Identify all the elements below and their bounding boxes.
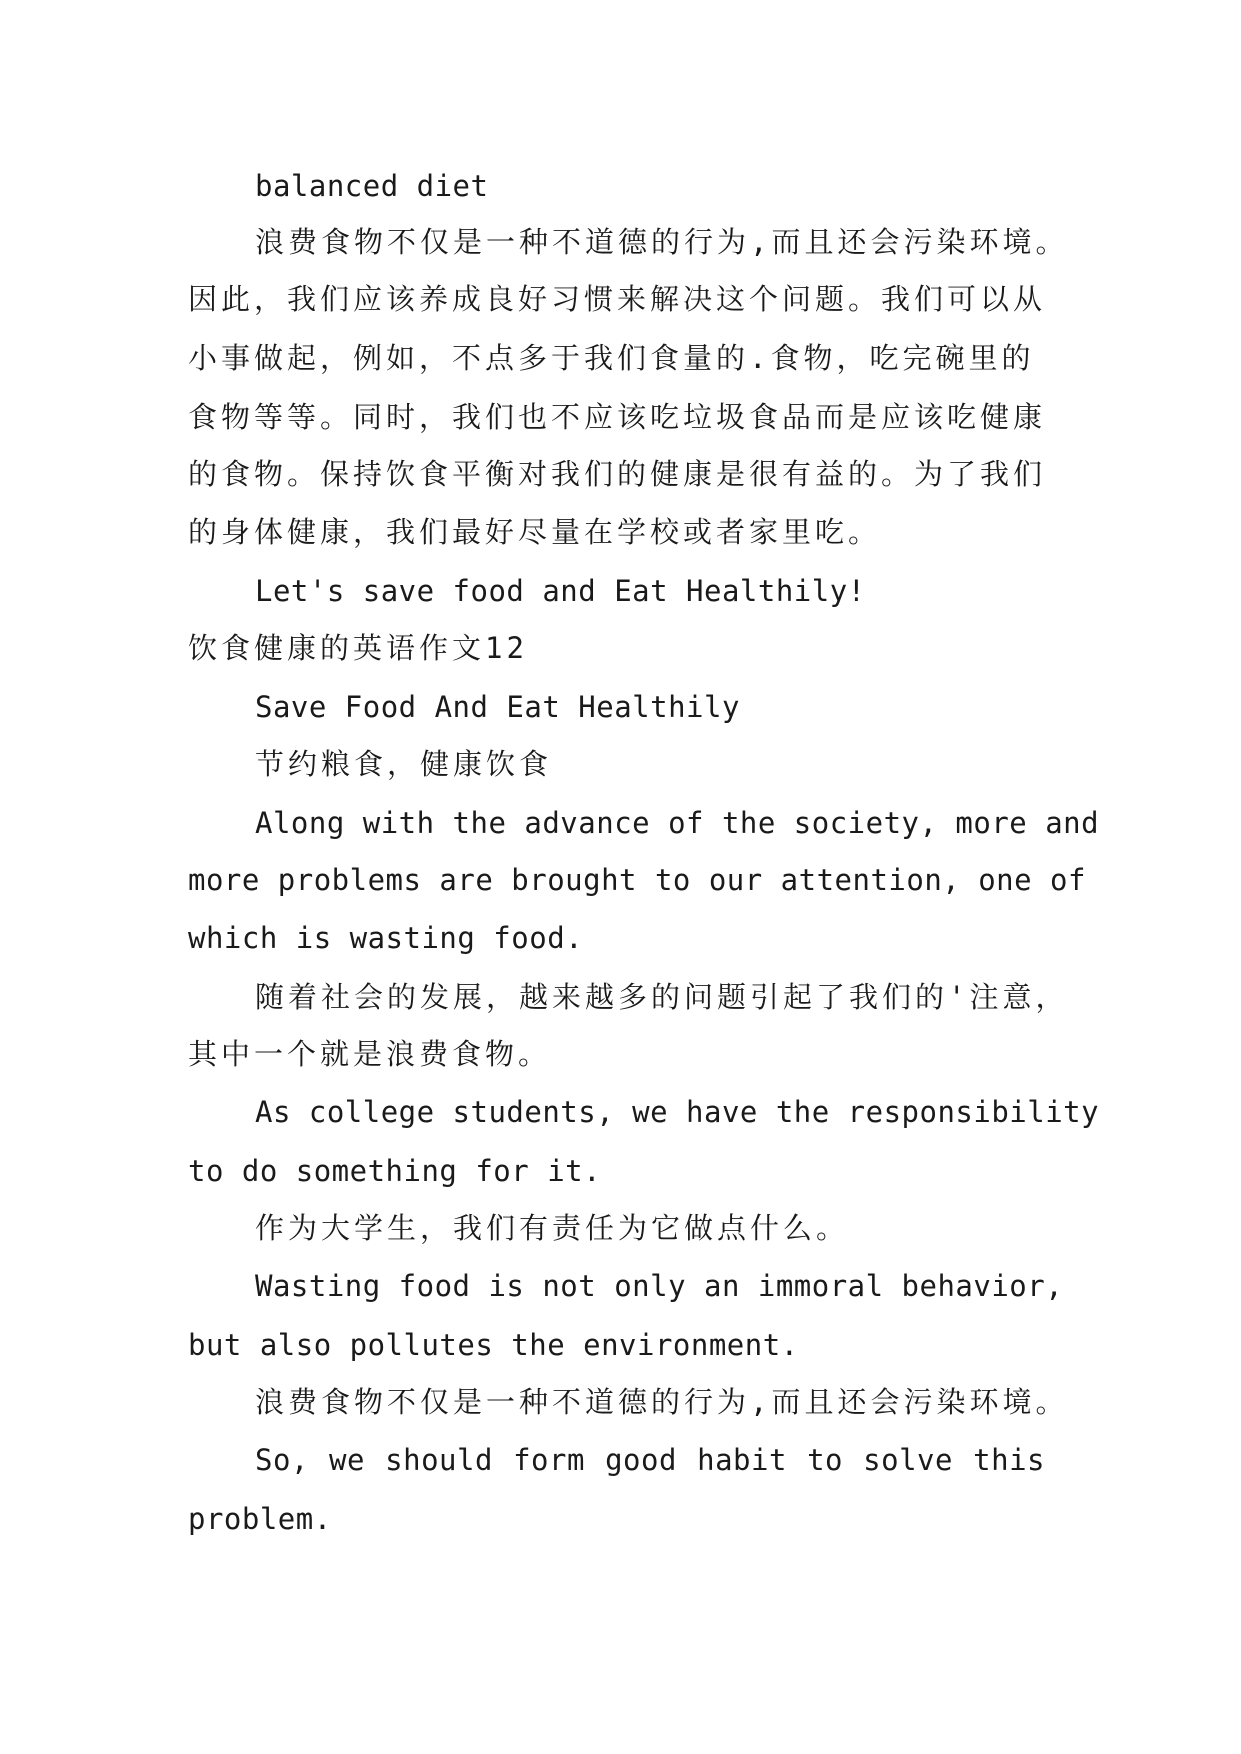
- text-line: problem.: [188, 1502, 332, 1536]
- text-line: 因此，我们应该养成良好习惯来解决这个问题。我们可以从: [188, 282, 1047, 316]
- text-line: more problems are brought to our attention, one of: [188, 863, 1086, 897]
- section-heading: 饮食健康的英语作文12: [188, 631, 528, 665]
- text-line: to do something for it.: [188, 1154, 602, 1188]
- text-line: As college students, we have the responsibility: [255, 1095, 1100, 1129]
- text-line: 的食物。保持饮食平衡对我们的健康是很有益的。为了我们: [188, 457, 1047, 491]
- text-line: So, we should form good habit to solve this: [255, 1443, 1045, 1477]
- text-line: 节约粮食，健康饮食: [255, 747, 553, 781]
- text-line: but also pollutes the environment.: [188, 1328, 799, 1362]
- text-line: Wasting food is not only an immoral behavior,: [255, 1269, 1064, 1303]
- text-line: 浪费食物不仅是一种不道德的行为,而且还会污染环境。: [255, 225, 1069, 259]
- text-line: Let's save food and Eat Healthily!: [255, 574, 866, 608]
- text-line: Along with the advance of the society, more and: [255, 806, 1100, 840]
- text-line: 其中一个就是浪费食物。: [188, 1037, 552, 1071]
- text-line: balanced diet: [255, 169, 489, 203]
- text-line: 随着社会的发展，越来越多的问题引起了我们的'注意，: [255, 980, 1069, 1014]
- text-line: 小事做起，例如，不点多于我们食量的.食物，吃完碗里的: [188, 341, 1035, 375]
- text-line: 浪费食物不仅是一种不道德的行为,而且还会污染环境。: [255, 1385, 1069, 1419]
- text-line: which is wasting food.: [188, 921, 584, 955]
- text-line: 作为大学生，我们有责任为它做点什么。: [255, 1211, 850, 1245]
- text-line: 食物等等。同时，我们也不应该吃垃圾食品而是应该吃健康: [188, 400, 1047, 434]
- text-line: Save Food And Eat Healthily: [255, 690, 740, 724]
- text-line: 的身体健康，我们最好尽量在学校或者家里吃。: [188, 515, 882, 549]
